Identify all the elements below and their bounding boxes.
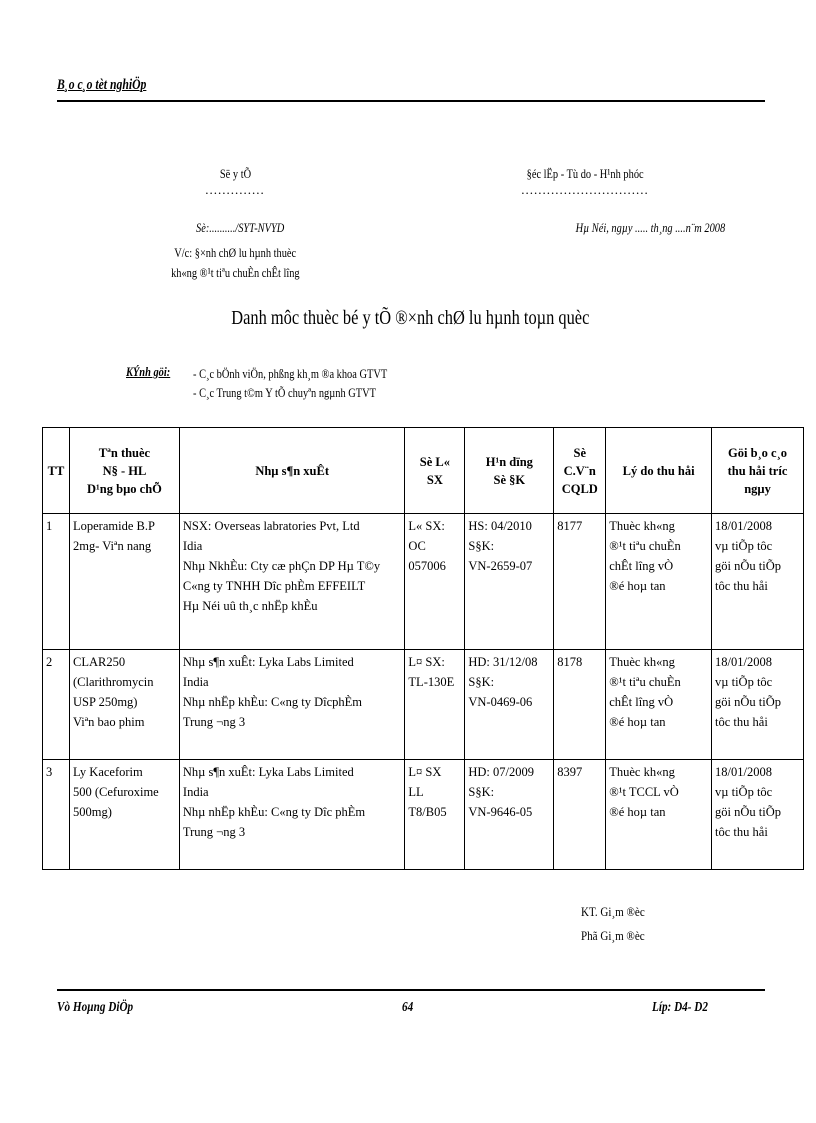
col-header-lot: Sè L« SX — [405, 428, 465, 514]
footer-class: Líp: D4- D2 — [652, 1000, 708, 1015]
document-number: Sè:........../SYT-NVYD — [195, 220, 285, 235]
report-header-title: B¸o c¸o tèt nghiÖp — [57, 77, 147, 93]
subject-line-2: kh«ng ®¹t tiªu chuÈn chÊt lîng — [170, 265, 300, 280]
header-rule — [57, 100, 765, 102]
recipients-list — [193, 364, 387, 402]
ministry-name: Së y tÕ — [219, 166, 251, 181]
cell-reason: Thuèc kh«ng ®¹t tiªu chuÈn chÊt lîng vÒ ®é hoµ tan — [606, 514, 712, 650]
ministry-block — [170, 166, 300, 198]
col-header-expiry: H¹n dïng Sè §K — [465, 428, 554, 514]
cell-cv: 8177 — [554, 514, 606, 650]
cell-expiry: HS: 04/2010 S§K: VN-2659-07 — [465, 514, 554, 650]
cell-report-date: 18/01/2008 vµ tiÕp tôc göi nÕu tiÕp tôc thu håi — [712, 514, 804, 650]
recipient-item: - C¸c Trung t©m Y tÕ chuyªn ngµnh GTVT — [193, 385, 376, 400]
cell-cv: 8178 — [554, 650, 606, 760]
recipient-item: - C¸c bÖnh viÖn, phßng kh¸m ®a khoa GTVT — [193, 366, 388, 381]
cell-tt: 1 — [43, 514, 70, 650]
date-line: Hµ Néi, ngµy ..... th¸ng ....n¨m 2008 — [575, 220, 725, 235]
recall-table — [42, 427, 804, 870]
subject-block — [140, 243, 330, 283]
footer-page-number: 64 — [402, 1000, 414, 1015]
table-row — [43, 760, 804, 870]
signature-block — [581, 900, 645, 948]
motto-block — [480, 166, 690, 198]
cell-reason: Thuèc kh«ng ®¹t TCCL vÒ ®é hoµ tan — [606, 760, 712, 870]
col-header-report-date: Göi b¸o c¸o thu håi tríc ngµy — [712, 428, 804, 514]
footer-rule — [57, 989, 765, 991]
cell-lot: L« SX: OC 057006 — [405, 514, 465, 650]
cell-lot: L¤ SX: TL-130E — [405, 650, 465, 760]
cell-name: Ly Kaceforim 500 (Cefuroxime 500mg) — [69, 760, 179, 870]
col-header-tt: TT — [43, 428, 70, 514]
col-header-reason: Lý do thu håi — [606, 428, 712, 514]
cell-expiry: HD: 31/12/08 S§K: VN-0469-06 — [465, 650, 554, 760]
col-header-name: Tªn thuèc N§ - HL D¹ng bµo chÕ — [69, 428, 179, 514]
national-motto: §éc lËp - Tù do - H¹nh phóc — [526, 166, 644, 181]
col-header-cv: Sè C.V¨n CQLD — [554, 428, 606, 514]
table-header-row — [43, 428, 804, 514]
cell-manufacturer: Nhµ s¶n xuÊt: Lyka Labs Limited India Nhµ nhËp khÈu: C«ng ty DîcphÈm Trung ¬ng 3 — [179, 650, 405, 760]
cell-tt: 3 — [43, 760, 70, 870]
document-title: Danh môc thuèc bé y tÕ ®×nh chØ lu hµnh toµn quèc — [230, 307, 590, 329]
signature-line-1: KT. Gi¸m ®èc — [581, 904, 645, 919]
ministry-dots: .............. — [205, 182, 265, 197]
cell-tt: 2 — [43, 650, 70, 760]
cell-manufacturer: Nhµ s¶n xuÊt: Lyka Labs Limited India Nhµ nhËp khÈu: C«ng ty Dîc phÈm Trung ¬ng 3 — [179, 760, 405, 870]
cell-report-date: 18/01/2008 vµ tiÕp tôc göi nÕu tiÕp tôc thu håi — [712, 650, 804, 760]
cell-name: CLAR250 (Clarithromycin USP 250mg) Viªn bao phim — [69, 650, 179, 760]
cell-name: Loperamide B.P 2mg- Viªn nang — [69, 514, 179, 650]
cell-expiry: HD: 07/2009 S§K: VN-9646-05 — [465, 760, 554, 870]
subject-line-1: V/c: §×nh chØ lu hµnh thuèc — [174, 245, 296, 260]
table-row — [43, 514, 804, 650]
recipients-label: KÝnh göi: — [126, 364, 171, 379]
cell-manufacturer: NSX: Overseas labratories Pvt, Ltd Idia Nhµ NkhÈu: Cty cæ phÇn DP Hµ T©y C«ng ty TNHH Dîc phÈm EFFEILT Hµ Néi uû th¸c nhËp khÈu — [179, 514, 405, 650]
cell-cv: 8397 — [554, 760, 606, 870]
cell-reason: Thuèc kh«ng ®¹t tiªu chuÈn chÊt lîng vÒ ®é hoµ tan — [606, 650, 712, 760]
cell-lot: L¤ SX LL T8/B05 — [405, 760, 465, 870]
col-header-manufacturer: Nhµ s¶n xuÊt — [179, 428, 405, 514]
footer-author: Vò Hoµng DiÖp — [57, 1000, 134, 1015]
table-row — [43, 650, 804, 760]
cell-report-date: 18/01/2008 vµ tiÕp tôc göi nÕu tiÕp tôc thu håi — [712, 760, 804, 870]
signature-line-2: Phã Gi¸m ®èc — [581, 928, 645, 943]
motto-dots: .............................. — [521, 182, 649, 197]
